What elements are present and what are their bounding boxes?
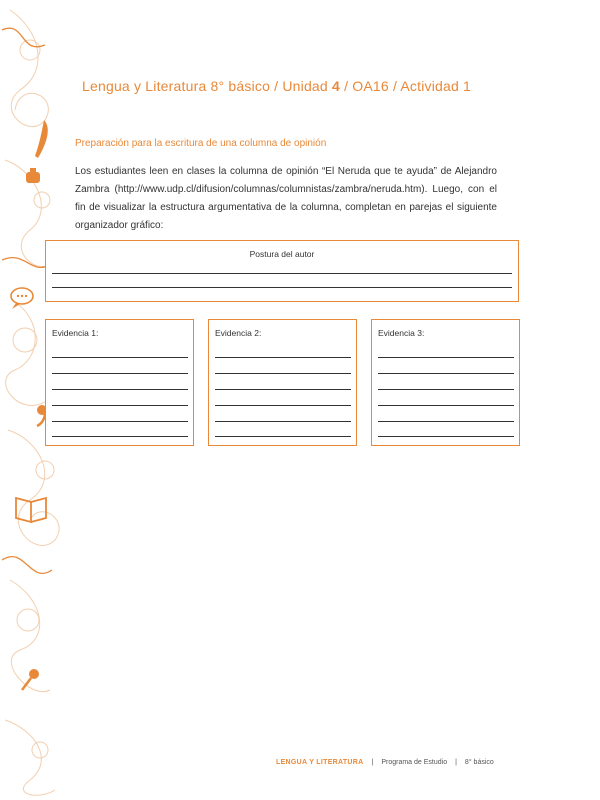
evidence-label: Evidencia 3: — [378, 328, 425, 338]
speech-bubble-icon — [11, 288, 33, 309]
write-line[interactable] — [52, 389, 188, 390]
write-line[interactable] — [215, 405, 351, 406]
footer-grade: 8° básico — [464, 759, 494, 766]
write-line[interactable] — [215, 373, 351, 374]
evidence-box-1 — [45, 319, 194, 446]
write-line[interactable] — [52, 421, 188, 422]
write-line[interactable] — [52, 287, 512, 288]
write-line[interactable] — [378, 357, 514, 358]
footer-separator: | — [371, 759, 374, 766]
activity-description: Los estudiantes leen en clases la columna de opinión “El Neruda que te ayuda” de Alejandro Zambra (http://www.udp.cl/difusion/columnas/columnistas/zambra/neruda.htm). Luego, con el fin de visualizar la estructura argumentativa de la columna, completan en parejas el siguiente organizador gráfico: — [75, 166, 497, 231]
write-line[interactable] — [52, 273, 512, 274]
unit-number: 4 — [332, 78, 340, 94]
page-footer — [276, 759, 494, 766]
write-line[interactable] — [378, 421, 514, 422]
write-line[interactable] — [215, 436, 351, 437]
evidence-box-3 — [371, 319, 520, 446]
write-line[interactable] — [52, 357, 188, 358]
write-line[interactable] — [215, 357, 351, 358]
write-line[interactable] — [52, 373, 188, 374]
ink-pot-icon — [26, 168, 40, 183]
page-title: Lengua y Literatura 8° básico / Unidad 4 / OA16 / Actividad 1 — [82, 78, 472, 94]
write-line[interactable] — [378, 436, 514, 437]
evidence-box-2 — [208, 319, 357, 446]
evidence-label: Evidencia 1: — [52, 328, 99, 338]
write-line[interactable] — [378, 405, 514, 406]
footer-subject: LENGUA Y LITERATURA — [276, 759, 364, 766]
section-subtitle: Preparación para la escritura de una columna de opinión — [75, 138, 327, 149]
author-position-title: Postura del autor — [249, 249, 315, 259]
write-line[interactable] — [52, 405, 188, 406]
write-line[interactable] — [215, 421, 351, 422]
footer-separator: | — [455, 759, 457, 766]
write-line[interactable] — [52, 436, 188, 437]
evidence-label: Evidencia 2: — [215, 328, 262, 338]
footer-program: Programa de Estudio — [381, 759, 448, 766]
write-line[interactable] — [215, 389, 351, 390]
microphone-icon — [22, 669, 39, 690]
write-line[interactable] — [378, 373, 514, 374]
write-line[interactable] — [378, 389, 514, 390]
author-position-box — [45, 240, 519, 302]
